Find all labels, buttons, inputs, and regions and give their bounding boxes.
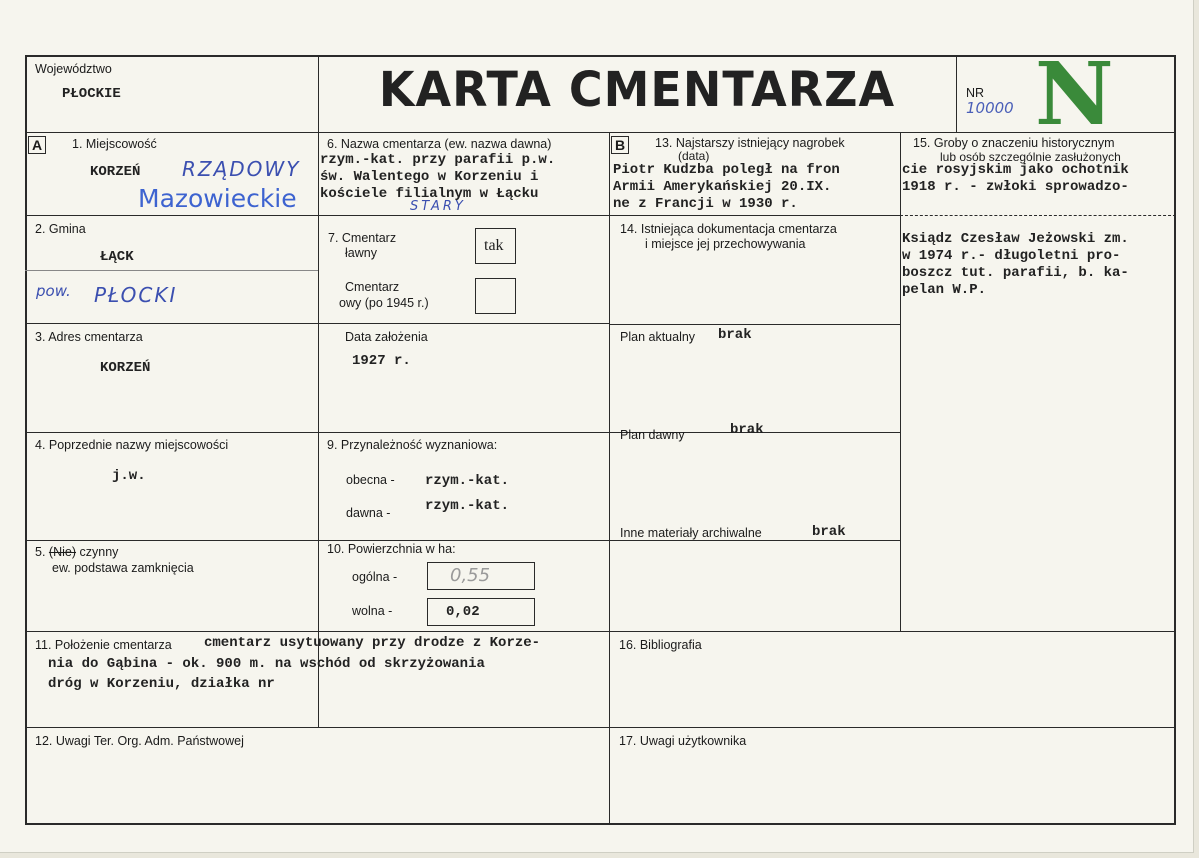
wolna-value: 0,02: [446, 604, 480, 620]
groby-label-2: lub osób szczególnie zasłużonych: [940, 150, 1121, 164]
uwagi-ter-label: 12. Uwagi Ter. Org. Adm. Państwowej: [35, 734, 244, 748]
powierzchnia-label: 10. Powierzchnia w ha:: [327, 542, 456, 556]
nazwa-line-3: kościele filialnym w Łącku: [320, 186, 539, 202]
divider-row4: [25, 540, 609, 541]
inne-materialy-label: Inne materiały archiwalne: [620, 526, 762, 540]
category-letter: N: [1035, 44, 1114, 145]
cmentarz-checkbox-2[interactable]: [475, 278, 516, 314]
card-title: KARTA CMENTARZA: [378, 60, 896, 118]
groby-line-3: Ksiądz Czesław Jeżowski zm.: [902, 231, 1129, 247]
nagrobek-line-2: Armii Amerykańskiej 20.IX.: [613, 179, 832, 195]
plan-dawny-value: brak: [730, 422, 764, 438]
cmentarz-tak: tak: [484, 237, 504, 254]
divider-row2b: [318, 323, 609, 324]
nagrobek-line-1: Piotr Kudzba poległ na fron: [613, 162, 840, 178]
groby-line-5: boszcz tut. parafii, b. ka-: [902, 265, 1129, 281]
groby-line-6: pelan W.P.: [902, 282, 987, 298]
bibliografia-label: 16. Bibliografia: [619, 638, 702, 652]
gmina-label: 2. Gmina: [35, 222, 86, 236]
divider-row2: [25, 323, 318, 324]
wolna-label: wolna -: [352, 604, 393, 618]
obecna-label: obecna -: [346, 473, 395, 487]
polozenie-line-1: cmentarz usytuowany przy drodze z Korze-: [204, 635, 541, 651]
wojewodztwo-label: Województwo: [35, 62, 112, 76]
miejscowosc-label: 1. Miejscowość: [72, 137, 157, 151]
dokumentacja-label-2: i miejsce jej przechowywania: [645, 237, 806, 251]
plan-aktualny-value: brak: [718, 327, 752, 343]
nagrobek-label: 13. Najstarszy istniejący nagrobek: [655, 136, 845, 150]
czynny-label: 5. (Nie) czynny: [35, 545, 119, 559]
polozenie-line-2: nia do Gąbina - ok. 900 m. na wschód od skrzyżowania: [48, 656, 485, 672]
divider-nr: [956, 55, 957, 133]
section-a-letter: A: [28, 136, 46, 154]
divider-row3: [25, 432, 609, 433]
nazwa-label: 6. Nazwa cmentarza (ew. nazwa dawna): [327, 137, 552, 151]
gmina-value: ŁĄCK: [100, 249, 134, 265]
miejscowosc-value: KORZEŃ: [90, 164, 141, 180]
nazwa-line-1: rzym.-kat. przy parafii p.w.: [320, 152, 556, 168]
wolna-field[interactable]: [427, 598, 535, 626]
miejscowosc-handwritten: RZĄDOWY: [182, 157, 301, 181]
poprzednie-value: j.w.: [112, 468, 146, 484]
ogolna-value: 0,55: [450, 565, 491, 586]
nazwa-line-2: św. Walentego w Korzeniu i: [320, 169, 539, 185]
plan-dawny-label: Plan dawny: [620, 428, 685, 442]
cmentarz-sub: ławny: [345, 246, 377, 260]
dawna-label: dawna -: [346, 506, 391, 520]
divider-groby-dashed: [900, 215, 1176, 216]
wojewodztwo-value: PŁOCKIE: [62, 86, 121, 102]
nagrobek-line-3: ne z Francji w 1930 r.: [613, 196, 798, 212]
region-stamp: Mazowieckie: [138, 184, 297, 213]
dawna-value: rzym.-kat.: [425, 498, 510, 514]
adres-label: 3. Adres cmentarza: [35, 330, 143, 344]
ogolna-label: ogólna -: [352, 570, 398, 584]
inne-materialy-value: brak: [812, 524, 846, 540]
nr-value: 10000: [966, 99, 1014, 117]
section-b-letter: B: [611, 136, 629, 154]
nr-label: NR: [966, 86, 985, 100]
cmentarz2-label: Cmentarz: [345, 280, 400, 294]
nazwa-handwritten: STARY: [410, 199, 466, 214]
divider-header: [25, 132, 1176, 133]
dokumentacja-label-1: 14. Istniejąca dokumentacja cmentarza: [620, 222, 837, 236]
przynaleznosc-label: 9. Przynależność wyznaniowa:: [327, 438, 498, 452]
obecna-value: rzym.-kat.: [425, 473, 510, 489]
poprzednie-label: 4. Poprzednie nazwy miejscowości: [35, 438, 229, 452]
groby-line-1: cie rosyjskim jako ochotnik: [902, 162, 1129, 178]
divider-row6: [25, 727, 1176, 728]
uwagi-uzytkownika-label: 17. Uwagi użytkownika: [619, 734, 747, 748]
divider-col2: [609, 133, 610, 825]
polozenie-label: 11. Położenie cmentarza: [35, 638, 172, 652]
adres-value: KORZEŃ: [100, 360, 151, 376]
divider-col1: [318, 55, 319, 728]
groby-line-2: 1918 r. - zwłoki sprowadzo-: [902, 179, 1129, 195]
divider-b-row2: [609, 324, 900, 325]
divider-col3: [900, 133, 901, 631]
divider-b-row1: [609, 215, 900, 216]
data-zalozenia-label: Data założenia: [345, 330, 428, 344]
polozenie-line-3: dróg w Korzeniu, działka nr: [48, 676, 275, 692]
divider-row5: [25, 631, 1176, 632]
divider-gmina-inner: [25, 270, 318, 271]
groby-label-1: 15. Groby o znaczeniu historycznym: [913, 136, 1115, 150]
cmentarz-label: 7. Cmentarz: [328, 231, 397, 245]
nagrobek-sub: (data): [678, 149, 710, 163]
cmentarz2-sub: owy (po 1945 r.): [339, 296, 429, 310]
powiat-value: PŁOCKI: [94, 283, 178, 307]
divider-row1: [25, 215, 609, 216]
groby-line-4: w 1974 r.- długoletni pro-: [902, 248, 1121, 264]
zamkniecie-label: ew. podstawa zamknięcia: [52, 561, 194, 575]
powiat-prefix: pow.: [36, 282, 71, 300]
plan-aktualny-label: Plan aktualny: [620, 330, 696, 344]
data-zalozenia-value: 1927 r.: [352, 353, 411, 369]
